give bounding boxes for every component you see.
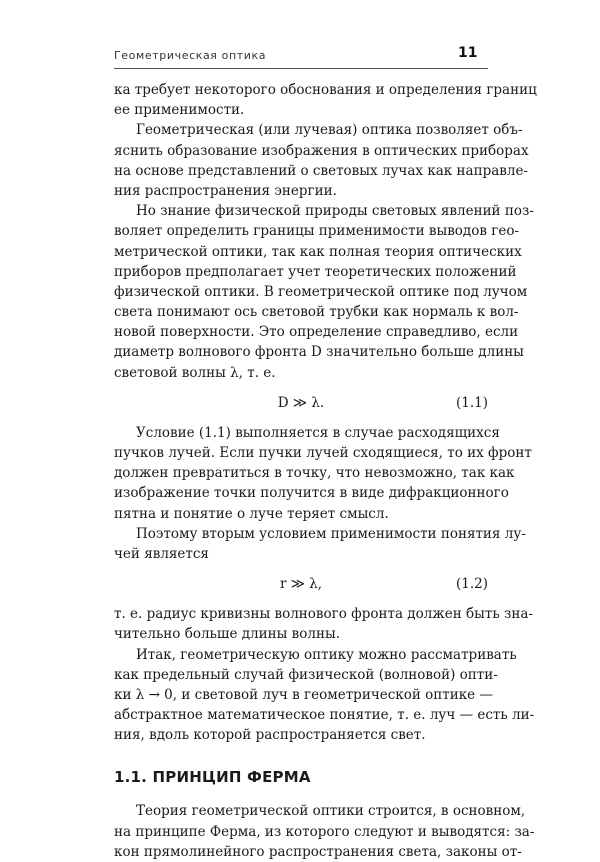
text-line: метрической оптики, так как полная теория оптических [114,243,522,260]
equation-1-1 [114,383,488,423]
text-line: пятна и понятие о луче теряет смысл. [114,505,389,522]
running-head-title: Геометрическая оптика [114,49,267,62]
text-line: физической оптики. В геометрической оптике под лучом [114,283,528,300]
text-line: Итак, геометрическую оптику можно рассматривать [136,646,517,663]
text-column [114,80,537,862]
page-number: 11 [458,45,478,61]
paragraph-6 [114,604,533,644]
paragraph-1 [114,80,537,120]
section-heading: 1.1. ПРИНЦИП ФЕРМА [114,768,311,787]
equation-formula: r ≫ λ, [279,576,323,593]
paragraph-4 [114,423,532,524]
equation-1-2 [114,564,488,604]
text-line: Теория геометрической оптики строится, в основном, [136,803,526,820]
equation-number: (1.2) [455,576,488,593]
text-line: воляет определить границы применимости выводов гео- [114,223,520,240]
text-line: чей является [114,545,209,562]
text-line: Поэтому вторым условием применимости понятия лу- [136,525,526,542]
equation-number: (1.1) [455,394,488,411]
header-rule [114,68,488,69]
text-line: яснить образование изображения в оптических приборах [114,142,529,159]
text-line: Условие (1.1) выполняется в случае расходящихся [136,424,500,441]
text-line: пучков лучей. Если пучки лучей сходящиеся, то их фронт [114,445,532,461]
text-line: изображение точки получится в виде дифракционного [114,485,509,502]
paragraph-2 [114,120,529,201]
paragraph-7 [114,645,535,746]
text-line: на основе представлений о световых лучах как направле- [114,162,528,179]
text-line: на принципе Ферма, из которого следуют и выводятся: за- [114,823,535,840]
paragraph-3 [114,201,534,383]
text-line: ния, вдоль которой распространяется свет. [114,727,426,744]
text-line: Геометрическая (или лучевая) оптика позволяет объ- [136,122,523,139]
paragraph-8 [114,801,535,862]
text-line: т. е. радиус кривизны волнового фронта должен быть зна- [114,606,533,623]
text-line: ее применимости. [114,102,245,119]
text-line: приборов предполагает учет теоретических положений [114,263,517,280]
text-line: абстрактное математическое понятие, т. е. луч — есть ли- [114,707,535,724]
text-line: ния распространения энергии. [114,182,337,199]
text-line: диаметр волнового фронта D значительно больше длины [114,344,524,361]
text-line: как предельный случай физической (волновой) опти- [114,666,498,683]
text-line: Но знание физической природы световых явлений поз- [136,203,534,220]
text-line: чительно больше длины волны. [114,626,340,643]
text-line: кон прямолинейного распространения света, законы от- [114,843,522,860]
text-line: света понимают ось световой трубки как нормаль к вол- [114,304,519,321]
paragraph-5 [114,524,526,564]
equation-formula: D ≫ λ. [277,394,325,411]
text-line: должен превратиться в точку, что невозможно, так как [114,465,515,482]
text-line: световой волны λ, т. е. [114,364,276,381]
text-line: новой поверхности. Это определение справедливо, если [114,324,519,341]
text-line: ка требует некоторого обоснования и определения границ [114,82,537,98]
text-line: ки λ → 0, и световой луч в геометрической оптике — [114,686,493,703]
